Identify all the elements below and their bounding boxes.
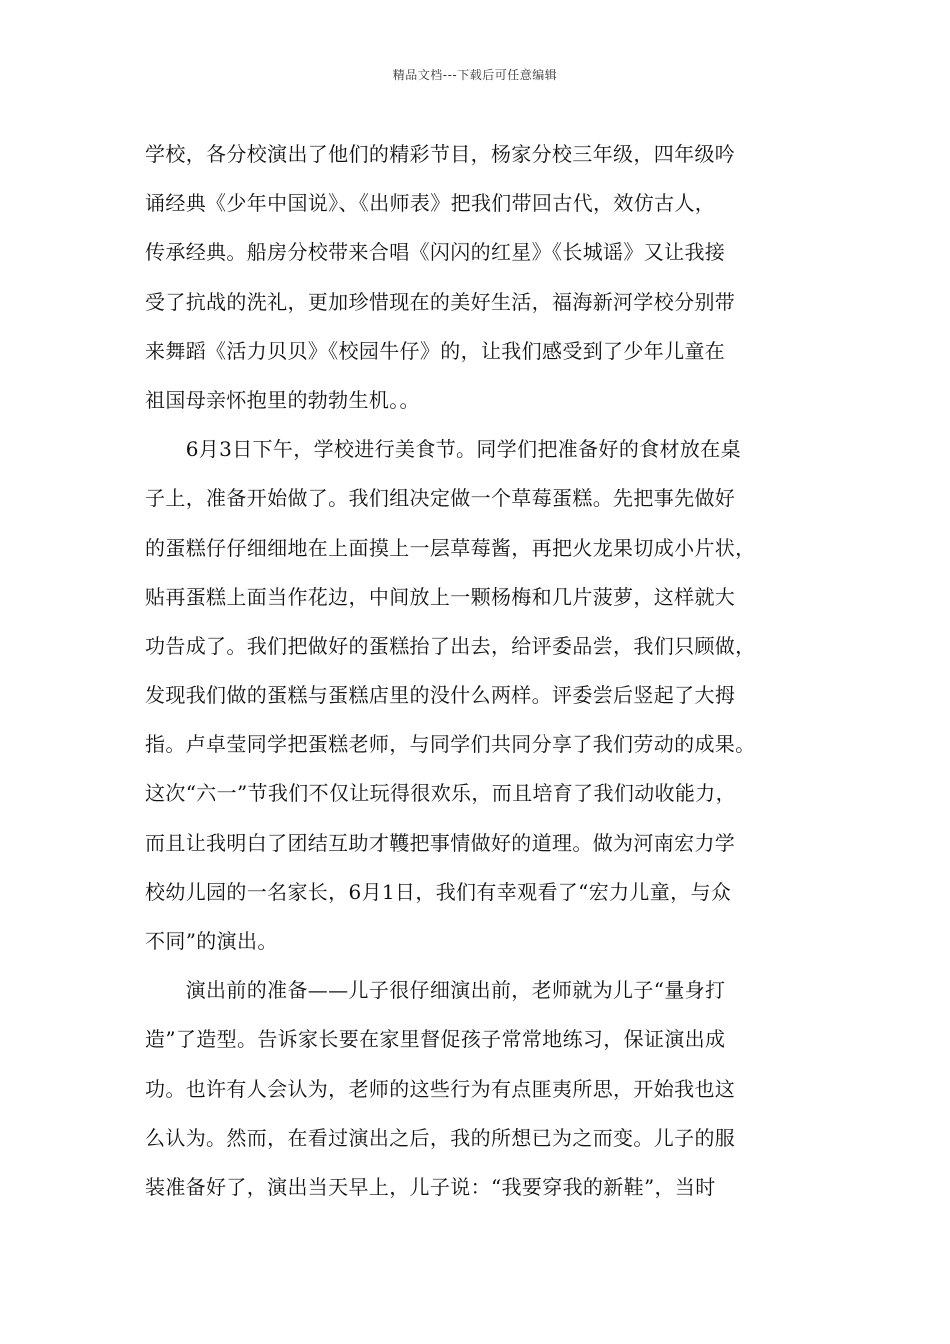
text-line: 发现我们做的蛋糕与蛋糕店里的没什么两样。评委尝后竖起了大拇 (145, 683, 736, 708)
text-line: 校幼儿园的一名家长，6月1日，我们有幸观看了“宏力儿童，与众 (145, 879, 732, 904)
text-line: 指。卢卓莹同学把蛋糕老师，与同学们共同分享了我们劳动的成果。 (145, 732, 756, 757)
text-line: 么认为。然而，在看过演出之后，我的所想已为之而变。儿子的服 (145, 1125, 736, 1150)
text-line: 受了抗战的洗礼，更加珍惜现在的美好生活，福海新河学校分别带 (145, 289, 736, 314)
text-line: 子上，准备开始做了。我们组决定做一个草莓蛋糕。先把事先做好 (145, 486, 736, 511)
text-line: 诵经典《少年中国说》、《出师表》把我们带回古代，效仿古人， (145, 191, 716, 216)
text-line: 6月3日下午，学校进行美食节。同学们把准备好的食材放在桌 (145, 437, 741, 462)
text-line: 不同”的演出。 (145, 929, 278, 953)
text-line: 而且让我明白了团结互助才韄把事情做好的道理。做为河南宏力学 (145, 830, 736, 855)
text-line: 贴再蛋糕上面当作花边，中间放上一颗杨梅和几片菠萝，这样就大 (145, 584, 736, 609)
text-line: 传承经典。船房分校带来合唱《闪闪的红星》《长城谣》又让我接 (145, 240, 726, 265)
text-line: 功。也许有人会认为，老师的这些行为有点匪夷所思，开始我也这 (145, 1076, 736, 1101)
text-line: 的蛋糕仔仔细细地在上面摸上一层草莓酱，再把火龙果切成小片状， (145, 535, 756, 560)
text-line: 来舞蹈《活力贝贝》《校园牛仔》的，让我们感受到了少年儿童在 (145, 338, 726, 363)
text-line: 造”了造型。告诉家长要在家里督促孩子常常地练习，保证演出成 (145, 1027, 726, 1052)
text-line: 功告成了。我们把做好的蛋糕抬了出去，给评委品尝，我们只顾做， (145, 633, 756, 658)
text-line: 祖国母亲怀抱里的勃勃生机。。 (145, 387, 420, 412)
text-line: 演出前的准备——儿子很仔细演出前，老师就为儿子“量身打 (145, 978, 726, 1003)
page-header: 精品文档---下载后可任意编辑 (392, 68, 558, 82)
text-line: 这次“六一”节我们不仅让玩得很欢乐，而且培育了我们动收能力， (145, 781, 736, 806)
text-line: 学校，各分校演出了他们的精彩节目，杨家分校三年级，四年级吟 (145, 142, 736, 166)
text-line: 装准备好了，演出当天早上，儿子说：“我要穿我的新鞋”，当时 (145, 1174, 716, 1199)
document-body (145, 130, 805, 1212)
